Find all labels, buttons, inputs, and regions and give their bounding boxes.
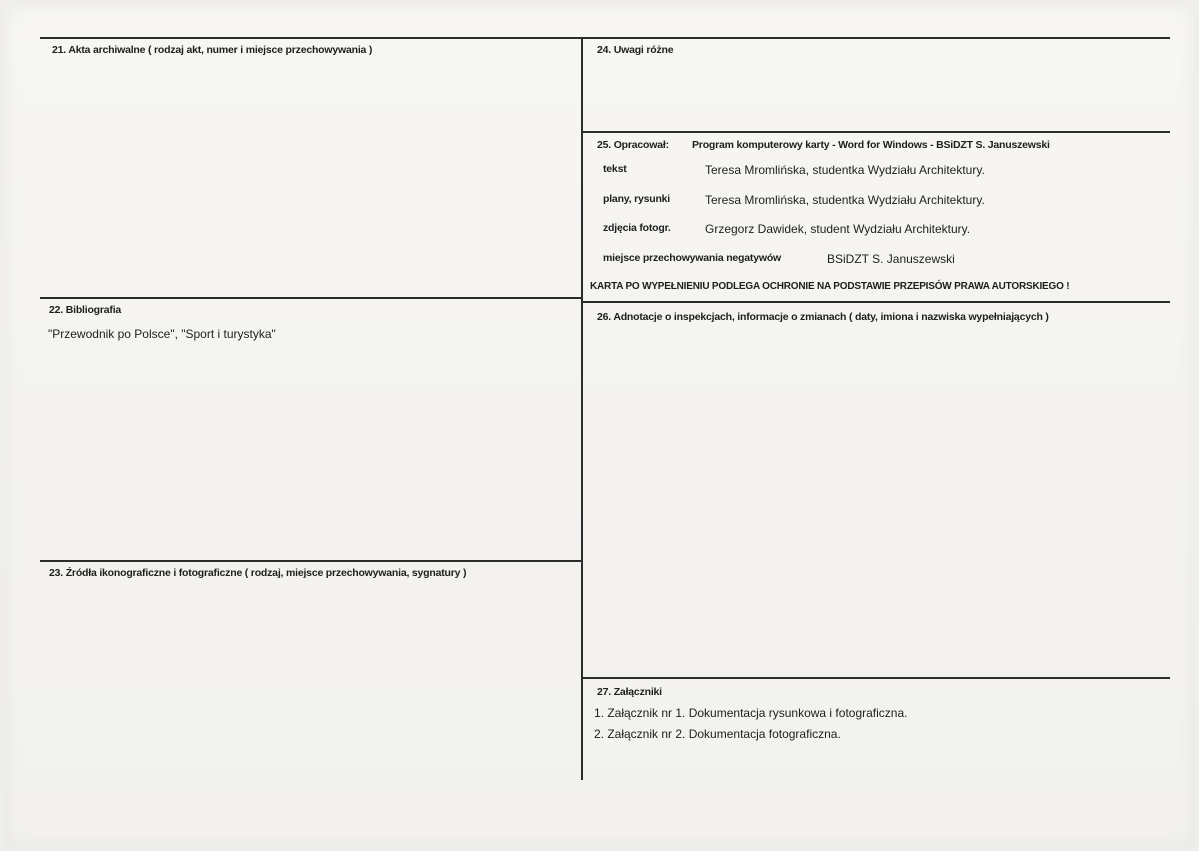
author-label-text: tekst <box>603 163 627 175</box>
section-26-title: 26. Adnotacje o inspekcjach, informacje o zmianach ( daty, imiona i nazwiska wypełniających ) <box>597 311 1049 323</box>
author-value-text: Teresa Mromlińska, studentka Wydziału Architektury. <box>705 163 985 177</box>
section-25-title: 25. Opracował: <box>597 139 669 151</box>
top-rule <box>40 37 1170 39</box>
section-27-title: 27. Załączniki <box>597 686 662 698</box>
section-24-title: 24. Uwagi różne <box>597 44 674 56</box>
section-21-title: 21. Akta archiwalne ( rodzaj akt, numer i miejsce przechowywania ) <box>52 44 373 56</box>
section-23-title: 23. Źródła ikonograficzne i fotograficzne ( rodzaj, miejsce przechowywania, sygnatury ) <box>49 567 467 579</box>
author-value-plans: Teresa Mromlińska, studentka Wydziału Architektury. <box>705 193 985 207</box>
negatives-storage-label: miejsce przechowywania negatywów <box>603 252 781 264</box>
rule-26 <box>581 301 1170 303</box>
attachment-item-1: 1. Załącznik nr 1. Dokumentacja rysunkowa i fotograficzna. <box>594 706 908 720</box>
copyright-notice: KARTA PO WYPEŁNIENIU PODLEGA OCHRONIE NA PODSTAWIE PRZEPISÓW PRAWA AUTORSKIEGO ! <box>590 281 1070 292</box>
rule-22 <box>40 297 582 299</box>
section-25-program: Program komputerowy karty - Word for Windows - BSiDZT S. Januszewski <box>692 139 1050 151</box>
rule-25 <box>581 131 1170 133</box>
author-label-plans: plany, rysunki <box>603 193 671 205</box>
section-22-title: 22. Bibliografia <box>49 304 122 316</box>
author-value-photos: Grzegorz Dawidek, student Wydziału Architektury. <box>705 222 971 236</box>
bibliography-entry: "Przewodnik po Polsce", "Sport i turystyka" <box>48 327 276 341</box>
negatives-storage-value: BSiDZT S. Januszewski <box>827 252 955 266</box>
author-label-photos: zdjęcia fotogr. <box>603 222 671 234</box>
rule-23 <box>40 560 582 562</box>
rule-27 <box>581 677 1170 679</box>
attachment-item-2: 2. Załącznik nr 2. Dokumentacja fotograficzna. <box>594 727 841 741</box>
center-divider <box>581 37 583 780</box>
